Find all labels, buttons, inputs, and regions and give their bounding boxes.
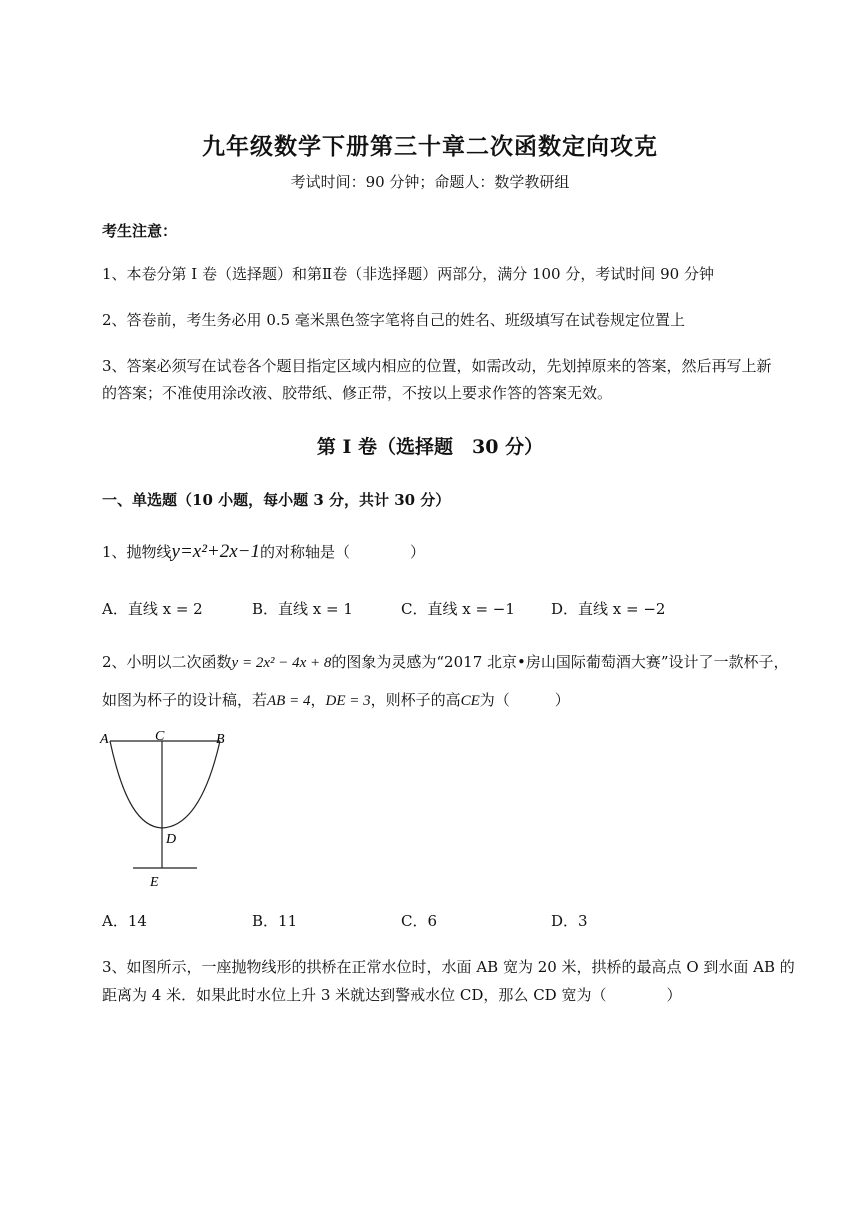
question-2-text-d: 为（ ）	[479, 691, 570, 709]
question-1-option-a[interactable]: A．直线 x = 2	[102, 600, 203, 618]
notice-item-3-line-2: 的答案；不准使用涂改液、胶带纸、修正带，不按以上要求作答的答案无效。	[102, 384, 613, 402]
question-2-option-d[interactable]: D．3	[551, 912, 588, 930]
cup-figure	[98, 722, 228, 892]
question-1-prefix: 1、抛物线	[102, 543, 172, 561]
question-1-option-d[interactable]: D．直线 x = −2	[551, 600, 666, 618]
parabola-curve	[110, 741, 220, 828]
question-2-option-c[interactable]: C．6	[401, 912, 438, 930]
exam-info: 考试时间：90 分钟；命题人：数学教研组	[290, 173, 570, 191]
question-3-line-2: 距离为 4 米．如果此时水位上升 3 米就达到警戒水位 CD，那么 CD 宽为（ ）	[102, 986, 682, 1004]
notice-heading: 考生注意：	[102, 222, 178, 240]
label-d: D	[166, 832, 177, 847]
question-1	[102, 541, 425, 563]
question-2-prefix: 2、小明以二次函数	[102, 653, 232, 671]
part-heading: 一、单选题（10 小题，每小题 3 分，共计 30 分）	[102, 491, 451, 509]
question-2-formula: y = 2x² − 4x + 8	[231, 655, 332, 671]
question-1-option-c[interactable]: C．直线 x = −1	[401, 600, 515, 618]
notice-item-3-line-1: 3、答案必须写在试卷各个题目指定区域内相应的位置，如需改动，先划掉原来的答案，然后再写上新	[102, 357, 772, 375]
question-3-line-1: 3、如图所示，一座抛物线形的拱桥在正常水位时，水面 AB 宽为 20 米，拱桥的最高点 O 到水面 AB 的	[102, 958, 795, 976]
question-2-text-c: ，则杯子的高	[370, 691, 461, 709]
question-2-option-b[interactable]: B．11	[252, 912, 298, 930]
page-title: 九年级数学下册第三十章二次函数定向攻克	[202, 133, 658, 160]
label-b: B	[216, 732, 225, 747]
section-title: 第 I 卷（选择题 30 分）	[316, 436, 544, 458]
label-c: C	[155, 729, 165, 744]
question-2-text-b: ，	[310, 691, 326, 709]
question-2-text-a: 如图为杯子的设计稿，若	[102, 691, 268, 709]
question-2-line-2	[102, 689, 570, 710]
question-2-suffix: 的图象为灵感为“2017 北京•房山国际葡萄酒大赛”设计了一款杯子，	[331, 653, 789, 671]
question-1-formula: y=x²+2x−1	[171, 541, 261, 562]
question-2-ab: AB = 4	[267, 693, 311, 709]
question-2-option-a[interactable]: A．14	[102, 912, 147, 930]
question-2-ce: CE	[460, 693, 480, 709]
notice-item-2: 2、答卷前，考生务必用 0.5 毫米黑色签字笔将自己的姓名、班级填写在试卷规定位置上	[102, 311, 685, 329]
question-2-line-1	[102, 651, 789, 672]
question-1-option-b[interactable]: B．直线 x = 1	[252, 600, 353, 618]
label-a: A	[100, 732, 109, 747]
label-e: E	[150, 875, 159, 890]
notice-item-1: 1、本卷分第 I 卷（选择题）和第Ⅱ卷（非选择题）两部分，满分 100 分，考试时间 90 分钟	[102, 265, 714, 283]
question-1-suffix: 的对称轴是（ ）	[260, 543, 426, 561]
question-2-de: DE = 3	[325, 693, 371, 709]
